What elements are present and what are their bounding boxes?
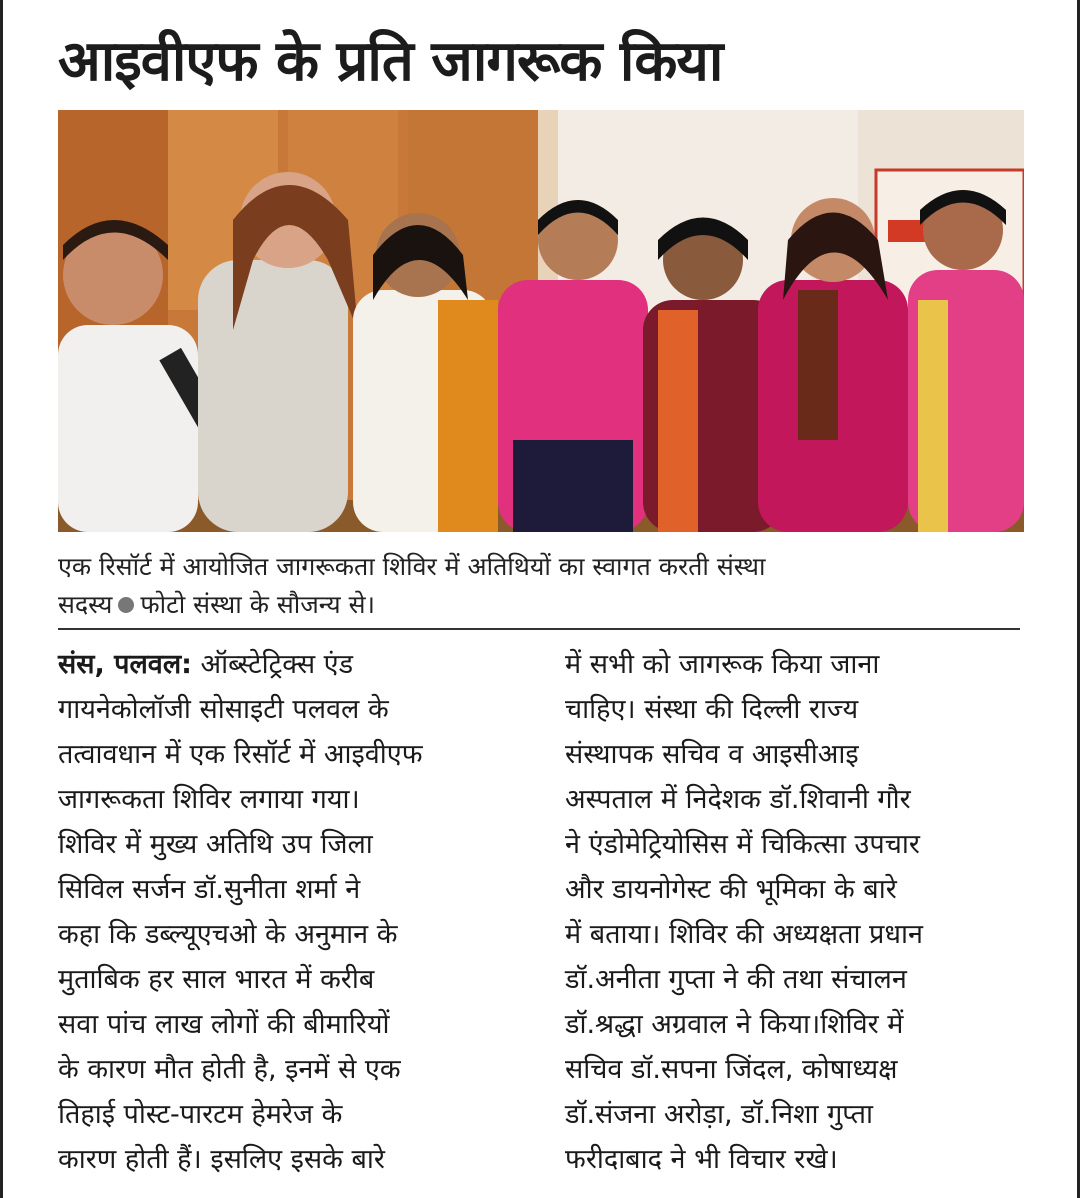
column-line: मुताबिक हर साल भारत में करीब bbox=[58, 964, 375, 995]
column-line: और डायनोगेस्ट की भूमिका के बारे bbox=[565, 874, 897, 905]
column-line: में बताया। शिविर की अध्यक्षता प्रधान bbox=[565, 919, 924, 950]
caption-line-1: एक रिसॉर्ट में आयोजित जागरूकता शिविर में अतिथियों का स्वागत करती संस्था bbox=[58, 552, 766, 581]
caption-line-2-start: सदस्य bbox=[58, 590, 113, 619]
headline: आइवीएफ के प्रति जागरूक किया bbox=[58, 29, 723, 94]
dateline: संस, पलवल: bbox=[58, 649, 192, 680]
column-line: सचिव डॉ.सपना जिंदल, कोषाध्यक्ष bbox=[565, 1054, 898, 1085]
column-line: तत्वावधान में एक रिसॉर्ट में आइवीएफ bbox=[58, 739, 423, 770]
bullet-dot-icon bbox=[118, 597, 134, 613]
column-line: के कारण मौत होती है, इनमें से एक bbox=[58, 1054, 401, 1085]
column-line: चाहिए। संस्था की दिल्ली राज्य bbox=[565, 694, 859, 725]
column-line: सिविल सर्जन डॉ.सुनीता शर्मा ने bbox=[58, 874, 361, 905]
caption-divider bbox=[58, 628, 1020, 630]
column-line: शिविर में मुख्य अतिथि उप जिला bbox=[58, 829, 373, 860]
photo-caption bbox=[58, 548, 1018, 624]
column-line: गायनेकोलॉजी सोसाइटी पलवल के bbox=[58, 694, 389, 725]
column-line: फरीदाबाद ने भी विचार रखे। bbox=[565, 1144, 838, 1175]
column-line bbox=[58, 642, 528, 687]
column-line: तिहाई पोस्ट-पारटम हेमरेज के bbox=[58, 1099, 343, 1130]
column-line: डॉ.श्रद्धा अग्रवाल ने किया।शिविर में bbox=[565, 1009, 904, 1040]
caption-line-2 bbox=[58, 586, 1018, 624]
column-line: जागरूकता शिविर लगाया गया। bbox=[58, 784, 360, 815]
column-line: में सभी को जागरूक किया जाना bbox=[565, 649, 880, 680]
article-column-right bbox=[565, 642, 1035, 1182]
column-line: अस्पताल में निदेशक डॉ.शिवानी गौर bbox=[565, 784, 911, 815]
column-line: सवा पांच लाख लोगों की बीमारियों bbox=[58, 1009, 390, 1040]
caption-line-2-end: फोटो संस्था के सौजन्य से। bbox=[140, 590, 375, 619]
group-photo bbox=[58, 110, 1024, 532]
column-line-text: ऑब्स्टेट्रिक्स एंड bbox=[200, 649, 354, 680]
column-line: ने एंडोमेट्रियोसिस में चिकित्सा उपचार bbox=[565, 829, 920, 860]
article-column-left bbox=[58, 642, 528, 1182]
column-line: डॉ.अनीता गुप्ता ने की तथा संचालन bbox=[565, 964, 907, 995]
column-line: डॉ.संजना अरोड़ा, डॉ.निशा गुप्ता bbox=[565, 1099, 873, 1130]
column-line: कहा कि डब्ल्यूएचओ के अनुमान के bbox=[58, 919, 398, 950]
column-line: संस्थापक सचिव व आइसीआइ bbox=[565, 739, 859, 770]
column-line: कारण होती हैं। इसलिए इसके बारे bbox=[58, 1144, 385, 1175]
